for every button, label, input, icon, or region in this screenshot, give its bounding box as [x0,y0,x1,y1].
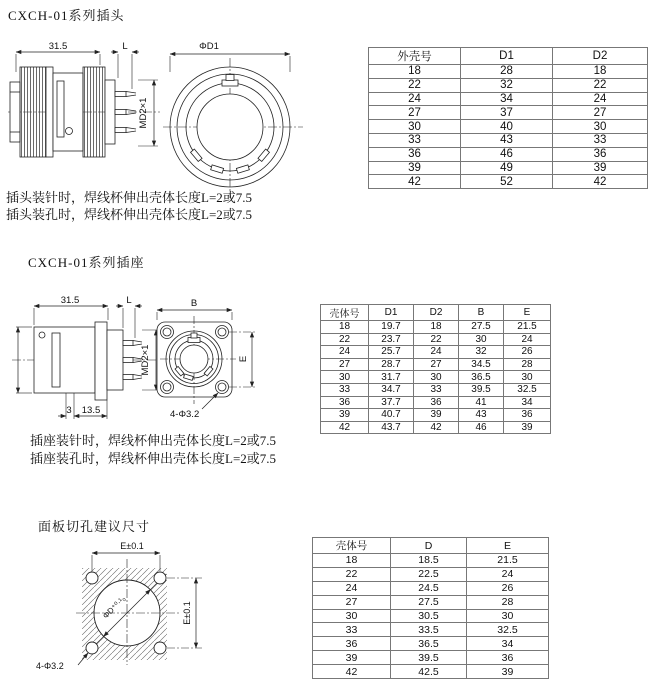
table-cell: 24 [321,346,369,359]
socket-note-line: 插座装针时，焊线杯伸出壳体长度L=2或7.5 [30,433,277,448]
panel-holes-dim-label: 4-Φ3.2 [36,661,64,671]
table-row [369,106,648,120]
table-row [313,609,549,623]
plug-dimension-table [368,47,648,189]
table-row [369,175,648,189]
table-cell: 24 [504,333,551,346]
table-row [321,358,551,371]
plug-note-line: 插头装针时，焊线杯伸出壳体长度L=2或7.5 [6,190,253,205]
table-cell: 25.7 [369,346,414,359]
table-cell: 33 [553,133,648,147]
table-cell: 42 [321,421,369,434]
table-row [369,133,648,147]
table-cell: 36.5 [391,637,467,651]
table-cell: 36 [504,409,551,422]
table-cell: 36.5 [459,371,504,384]
column-header: 壳体号 [321,305,369,321]
plug-l-dim-label: L [122,41,128,52]
table-row [313,651,549,665]
table-cell: 37 [461,106,553,120]
table-cell: 30 [459,333,504,346]
column-header: D1 [369,305,414,321]
table-row [321,321,551,334]
table-cell: 34.5 [459,358,504,371]
table-row [313,637,549,651]
column-header: E [467,538,549,554]
plug-front-view-drawing [163,30,338,202]
table-row [313,623,549,637]
table-row [313,567,549,581]
panel-cutout-drawing [28,533,278,689]
table-row [321,421,551,434]
table-cell: 22.5 [391,567,467,581]
table-cell: 18.5 [391,554,467,568]
table-cell: 21.5 [467,554,549,568]
table-cell: 24.5 [391,581,467,595]
table-cell: 33 [369,133,461,147]
table-cell: 43 [459,409,504,422]
socket-thread-dim-label: MD2×1 [140,344,151,376]
table-cell: 30.5 [391,609,467,623]
table-cell: 34 [467,637,549,651]
socket-flange-dim-label: 3 [66,405,72,416]
table-cell: 31.7 [369,371,414,384]
plug-width-dim-label: 31.5 [48,41,68,52]
table-cell: 22 [369,78,461,92]
socket-notes [30,432,276,468]
panel-section-title: 面板切孔建议尺寸 [38,519,151,534]
table-cell: 32.5 [504,383,551,396]
table-cell: 21.5 [504,321,551,334]
table-cell: 23.7 [369,333,414,346]
socket-section-title: CXCH-01系列插座 [28,255,145,270]
table-cell: 27 [553,106,648,120]
table-cell: 36 [321,396,369,409]
table-cell: 43 [461,133,553,147]
table-cell: 39 [467,665,549,679]
plug-section-title: CXCH-01系列插头 [8,8,125,23]
table-cell: 33 [321,383,369,396]
table-cell: 18 [369,65,461,79]
table-cell: 39 [369,161,461,175]
column-header: E [504,305,551,321]
table-cell: 49 [461,161,553,175]
table-cell: 24 [313,581,391,595]
table-cell: 24 [553,92,648,106]
column-header: 外壳号 [369,48,461,65]
panel-dimension-table [312,537,549,679]
table-cell: 41 [459,396,504,409]
table-cell: 39 [553,161,648,175]
table-cell: 40 [461,120,553,134]
plug-notes [6,190,252,223]
table-cell: 27 [313,595,391,609]
table-row [321,346,551,359]
table-cell: 30 [321,371,369,384]
table-row [321,409,551,422]
table-cell: 30 [553,120,648,134]
table-row [313,581,549,595]
socket-l-dim-label: L [126,295,132,306]
table-cell: 43.7 [369,421,414,434]
table-cell: 40.7 [369,409,414,422]
table-cell: 52 [461,175,553,189]
table-row [369,120,648,134]
column-header: D1 [461,48,553,65]
table-cell: 24 [414,346,459,359]
table-cell: 37.7 [369,396,414,409]
table-row [321,333,551,346]
table-cell: 30 [504,371,551,384]
table-cell: 33 [313,623,391,637]
socket-rear-dim-label: 13.5 [81,405,101,416]
socket-holes-dim-label: 4-Φ3.2 [170,409,200,420]
table-cell: 39 [321,409,369,422]
table-cell: 24 [467,567,549,581]
socket-e-dim-label: E [238,355,249,363]
table-cell: 42 [414,421,459,434]
table-row [321,371,551,384]
table-cell: 28 [467,595,549,609]
table-cell: 39 [313,651,391,665]
table-cell: 18 [414,321,459,334]
table-row [369,161,648,175]
table-cell: 27 [321,358,369,371]
table-cell: 34.7 [369,383,414,396]
table-cell: 32 [459,346,504,359]
table-cell: 42 [369,175,461,189]
table-header-row [321,305,551,321]
table-cell: 33 [414,383,459,396]
table-cell: 22 [321,333,369,346]
table-cell: 39 [414,409,459,422]
table-cell: 30 [313,609,391,623]
table-row [369,65,648,79]
socket-note-line: 插座装孔时，焊线杯伸出壳体长度L=2或7.5 [30,451,277,466]
table-cell: 36 [313,637,391,651]
table-row [369,78,648,92]
panel-cutout-diameter-label: ΦD⁺⁰·¹₀ [101,594,128,621]
table-cell: 26 [467,581,549,595]
table-cell: 27 [369,106,461,120]
table-cell: 27 [414,358,459,371]
table-cell: 32 [461,78,553,92]
table-cell: 18 [313,554,391,568]
table-cell: 28.7 [369,358,414,371]
column-header: D2 [414,305,459,321]
table-cell: 36 [369,147,461,161]
plug-side-view-drawing [8,36,163,196]
table-cell: 30 [414,371,459,384]
table-cell: 36 [414,396,459,409]
table-cell: 42 [553,175,648,189]
table-cell: 34 [504,396,551,409]
table-cell: 19.7 [369,321,414,334]
column-header: D [391,538,467,554]
table-header-row [313,538,549,554]
table-row [321,396,551,409]
table-cell: 39 [504,421,551,434]
table-cell: 42 [313,665,391,679]
table-row [369,92,648,106]
table-cell: 46 [459,421,504,434]
table-row [321,383,551,396]
table-cell: 42.5 [391,665,467,679]
table-cell: 28 [461,65,553,79]
table-cell: 22 [553,78,648,92]
table-cell: 32.5 [467,623,549,637]
table-cell: 39.5 [459,383,504,396]
panel-e-right-dim-label: E±0.1 [182,601,192,625]
column-header: 壳体号 [313,538,391,554]
table-cell: 33.5 [391,623,467,637]
table-cell: 46 [461,147,553,161]
table-cell: 36 [467,651,549,665]
table-cell: 18 [553,65,648,79]
table-row [313,595,549,609]
table-cell: 26 [504,346,551,359]
table-cell: 39.5 [391,651,467,665]
socket-front-view-drawing [146,286,310,446]
table-cell: 30 [467,609,549,623]
column-header: D2 [553,48,648,65]
plug-note-line: 插头装孔时，焊线杯伸出壳体长度L=2或7.5 [6,206,253,222]
socket-b-dim-label: B [190,298,198,309]
socket-dimension-table [320,304,551,434]
column-header: B [459,305,504,321]
table-cell: 18 [321,321,369,334]
table-header-row [369,48,648,65]
table-row [369,147,648,161]
plug-thread-dim-label: MD2×1 [138,97,149,129]
panel-e-top-dim-label: E±0.1 [120,541,144,551]
table-cell: 24 [369,92,461,106]
table-cell: 27.5 [459,321,504,334]
socket-width-dim-label: 31.5 [60,295,80,306]
table-row [313,665,549,679]
plug-front-diameter-label: ΦD1 [199,41,219,52]
table-cell: 30 [369,120,461,134]
table-cell: 22 [414,333,459,346]
table-row [313,554,549,568]
table-cell: 34 [461,92,553,106]
table-cell: 22 [313,567,391,581]
table-cell: 27.5 [391,595,467,609]
table-cell: 28 [504,358,551,371]
table-cell: 36 [553,147,648,161]
